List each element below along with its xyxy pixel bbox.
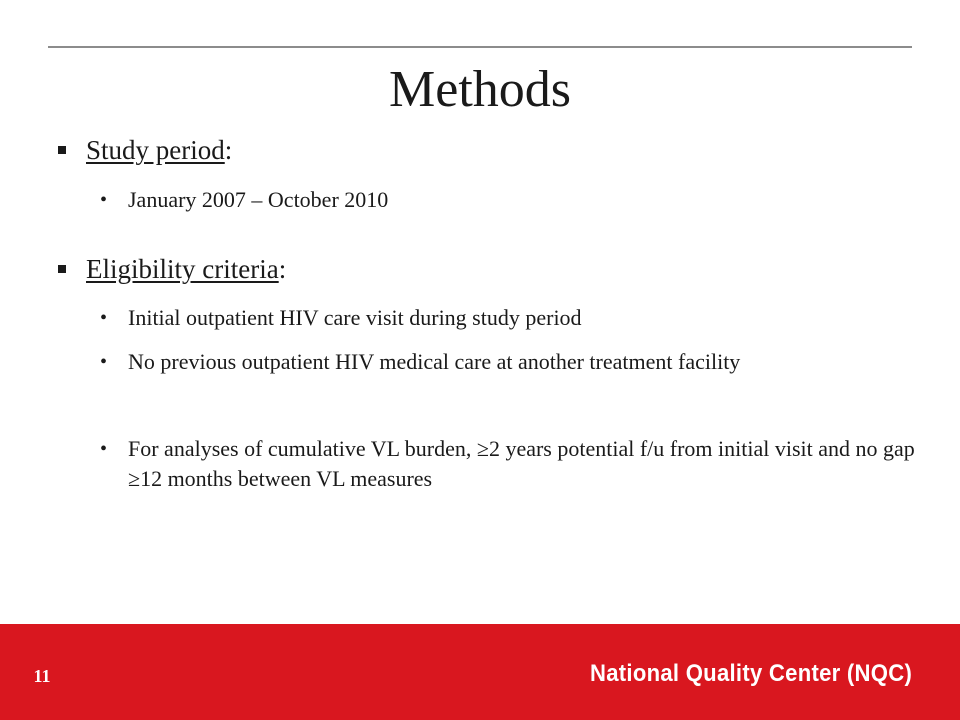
bullet-text: No previous outpatient HIV medical care at another treatment facility [128, 349, 741, 374]
section-suffix: : [224, 135, 233, 165]
slide-title: Methods [389, 61, 571, 118]
top-divider [48, 46, 912, 48]
list-item [100, 185, 920, 215]
square-bullet-icon [58, 265, 66, 273]
page-number: 11 [33, 666, 51, 686]
section-heading [86, 133, 232, 167]
bullet-dot-icon: • [100, 351, 108, 373]
section-heading [86, 252, 286, 286]
bullet-text: January 2007 – October 2010 [128, 187, 389, 212]
square-bullet-icon [58, 146, 66, 154]
bullet-dot-icon: • [100, 307, 108, 329]
section-study-period [58, 133, 232, 167]
list-item [100, 347, 920, 377]
section-label: Eligibility criteria [86, 254, 279, 284]
section-suffix: : [278, 254, 287, 284]
list-item [100, 303, 920, 333]
footer-bar [0, 624, 960, 720]
bullet-dot-icon: • [100, 189, 108, 211]
bullet-text: Initial outpatient HIV care visit during study period [128, 305, 582, 330]
list-item [100, 434, 920, 494]
bullet-text: For analyses of cumulative VL burden, ≥2 years potential f/u from initial visit and no gap ≥12 months between VL measures [128, 436, 915, 491]
section-label: Study period [86, 135, 225, 165]
brand-logo-text: National Quality Center (NQC) [589, 660, 912, 687]
bullet-dot-icon: • [100, 438, 108, 460]
section-eligibility-criteria [58, 252, 286, 286]
